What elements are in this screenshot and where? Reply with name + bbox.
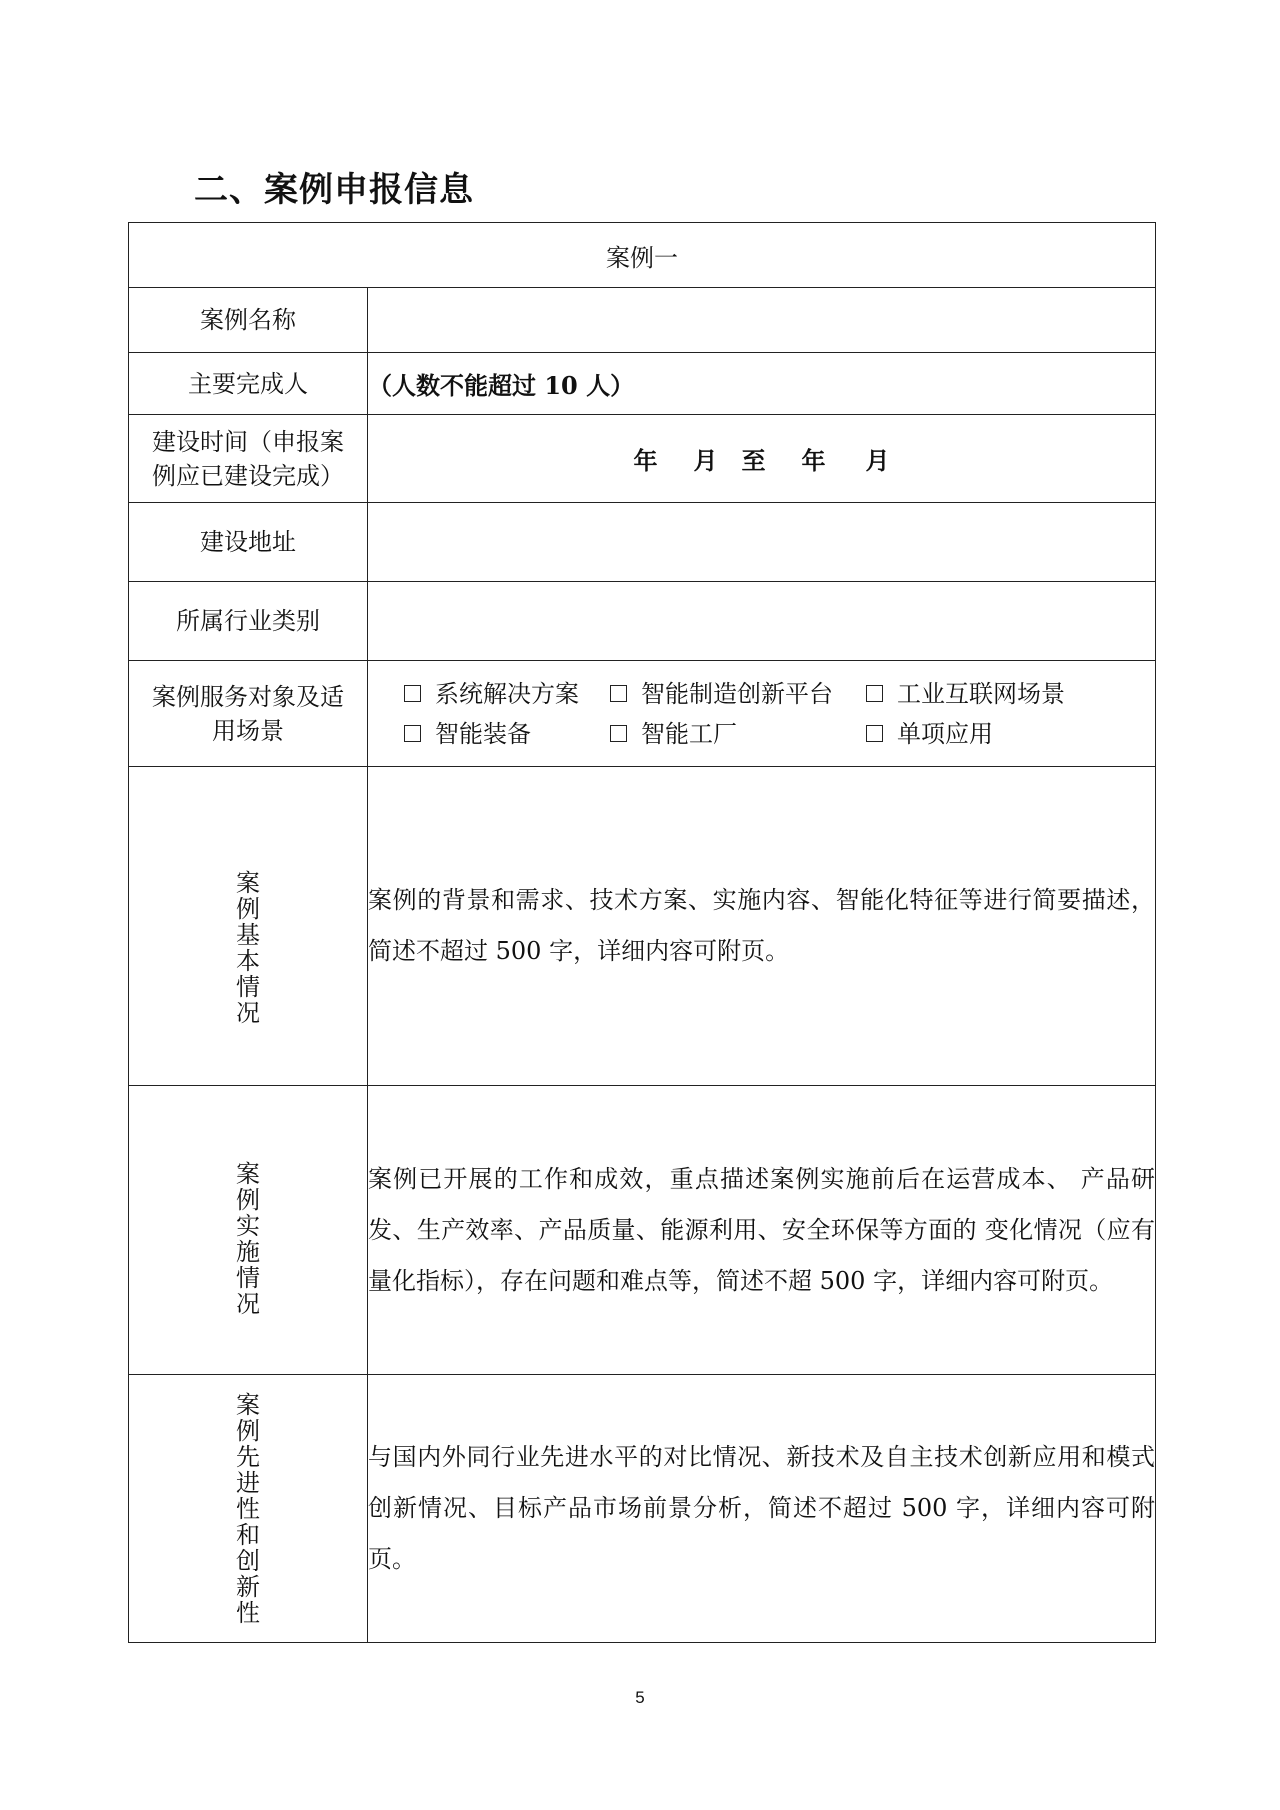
option-single-application[interactable]: 单项应用	[866, 718, 1096, 750]
case-application-table	[128, 222, 1156, 1643]
date-end-year: 年	[801, 446, 826, 475]
date-start-month: 月	[693, 446, 718, 475]
construction-time-label	[129, 415, 368, 503]
option-smart-manufacturing-platform[interactable]: 智能制造创新平台	[610, 678, 866, 710]
date-to: 至	[741, 446, 766, 475]
basic-info-text[interactable]: 案例的背景和需求、技术方案、实施内容、智能化特征等进行简要描述，简述不超过 500 字，详细内容可附页。	[368, 767, 1156, 1086]
basic-info-label: 案 例 基 本 情 况	[129, 767, 368, 1086]
checkbox-icon[interactable]	[610, 685, 627, 702]
construction-time-field[interactable]	[368, 415, 1156, 503]
construction-time-label-line1: 建设时间（申报案	[152, 427, 344, 456]
checkbox-icon[interactable]	[404, 685, 421, 702]
option-smart-equipment[interactable]: 智能装备	[404, 718, 610, 750]
checkbox-icon[interactable]	[610, 725, 627, 742]
page-number: 5	[635, 1688, 645, 1707]
construction-address-label: 建设地址	[129, 503, 368, 582]
date-end-month: 月	[865, 446, 890, 475]
implementation-text[interactable]: 案例已开展的工作和成效，重点描述案例实施前后在运营成本、 产品研发、生产效率、产品质量、能源利用、安全环保等方面的 变化情况（应有量化指标），存在问题和难点等，简述不超 500 字，详细内容可附页。	[368, 1086, 1156, 1375]
section-title: 二、案例申报信息	[194, 170, 474, 210]
case-name-field[interactable]	[368, 288, 1156, 353]
table-caption: 案例一	[129, 223, 1156, 288]
construction-address-field[interactable]	[368, 503, 1156, 582]
service-scenario-label	[129, 661, 368, 767]
innovation-text[interactable]: 与国内外同行业先进水平的对比情况、新技术及自主技术创新应用和模式创新情况、目标产品市场前景分析，简述不超过 500 字，详细内容可附页。	[368, 1375, 1156, 1643]
main-contributors-field[interactable]: （人数不能超过 10 人）	[368, 353, 1156, 415]
checkbox-icon[interactable]	[866, 725, 883, 742]
industry-category-field[interactable]	[368, 582, 1156, 661]
implementation-label: 案 例 实 施 情 况	[129, 1086, 368, 1375]
date-start-year: 年	[633, 446, 658, 475]
option-smart-factory[interactable]: 智能工厂	[610, 718, 866, 750]
checkbox-icon[interactable]	[404, 725, 421, 742]
option-industrial-internet-scenario[interactable]: 工业互联网场景	[866, 678, 1096, 710]
service-scenario-options	[368, 661, 1156, 767]
main-contributors-label: 主要完成人	[129, 353, 368, 415]
service-scenario-label-line2: 用场景	[212, 716, 284, 745]
case-name-label: 案例名称	[129, 288, 368, 353]
option-system-solution[interactable]: 系统解决方案	[404, 678, 610, 710]
construction-time-label-line2: 例应已建设完成）	[152, 461, 344, 490]
industry-category-label: 所属行业类别	[129, 582, 368, 661]
innovation-label: 案 例 先 进 性 和 创 新 性	[129, 1375, 368, 1643]
checkbox-icon[interactable]	[866, 685, 883, 702]
service-scenario-label-line1: 案例服务对象及适	[152, 682, 344, 711]
